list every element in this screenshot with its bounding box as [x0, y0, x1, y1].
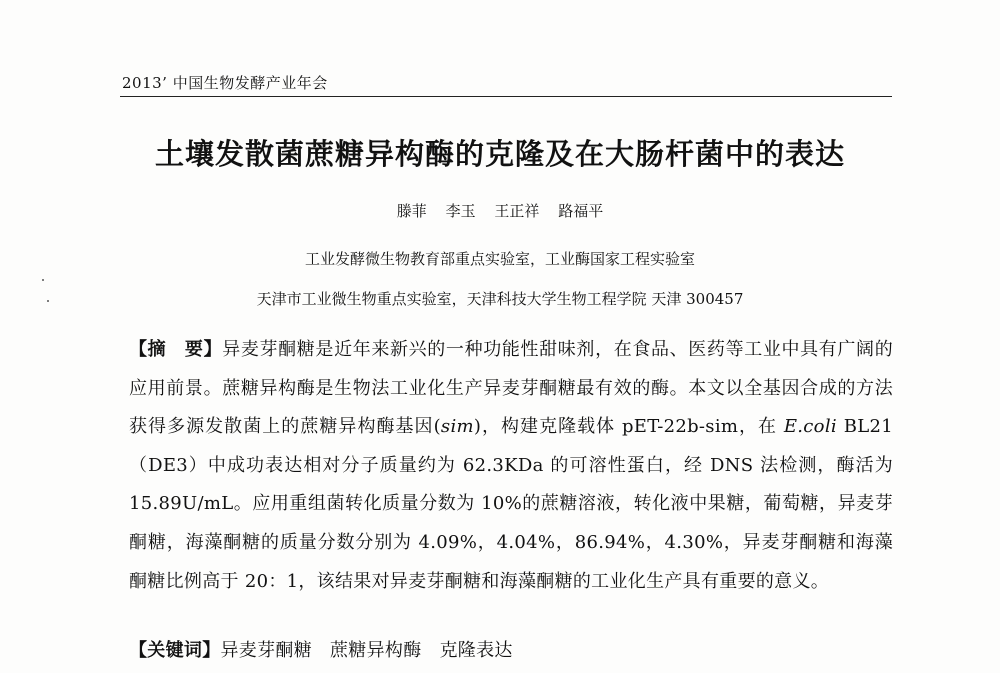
abstract-text: BL21（DE3）中成功表达相对分子质量约为 62.3KDa 的可溶性蛋白，经 DNS 法检测，酶活为 15.89U/mL。应用重组菌转化质量分数为 10%的蔗糖溶液，转化液中果糖，葡萄糖，异麦芽酮糖，海藻酮糖的质量分数分别为 4.09%，4.04%，86.94%，4.30%，异麦芽酮糖和海藻酮糖比例高于 20：1，该结果对异麦芽酮糖和海藻酮糖的工业化生产具有重要的意义。 — [129, 416, 893, 592]
keyword: 克隆表达 — [439, 640, 513, 661]
affiliation-line: 工业发酵微生物教育部重点实验室，工业酶国家工程实验室 — [304, 250, 695, 268]
keyword: 异麦芽酮糖 — [220, 640, 312, 661]
keyword: 蔗糖异构酶 — [330, 640, 422, 661]
header-rule — [120, 96, 892, 97]
author: 李玉 — [445, 202, 476, 220]
abstract-text: )，构建克隆载体 pET-22b-sim，在 — [473, 416, 784, 438]
keywords-line — [129, 636, 531, 662]
scan-speck — [47, 300, 49, 302]
abstract-paragraph — [129, 331, 893, 601]
abstract-text: 异麦芽酮糖是近年来新兴的一种功能性甜味剂，在食品、医药等工业中具有广阔的应用前景。蔗糖异构酶是生物法工业化生产异麦芽酮糖最有效的酶。本文以全基因合成的方法获得多源发散菌上的蔗糖异构酶基因( — [129, 339, 894, 438]
author: 王正祥 — [494, 202, 540, 220]
keywords-label: 【关键词】 — [129, 640, 221, 661]
affiliation-line: 天津市工业微生物重点实验室，天津科技大学生物工程学院 天津 300457 — [256, 290, 744, 308]
paper-title: 土壤发散菌蔗糖异构酶的克隆及在大肠杆菌中的表达 — [154, 137, 845, 171]
author-list — [0, 200, 1000, 221]
scan-speck — [42, 279, 44, 281]
running-head: 2013’ 中国生物发酵产业年会 — [122, 74, 328, 92]
abstract-label: 【摘 要】 — [129, 339, 223, 360]
author: 路福平 — [558, 202, 604, 220]
gene-name: sim — [440, 416, 474, 438]
author: 滕菲 — [396, 202, 427, 220]
species-name: E.coli — [783, 416, 837, 438]
